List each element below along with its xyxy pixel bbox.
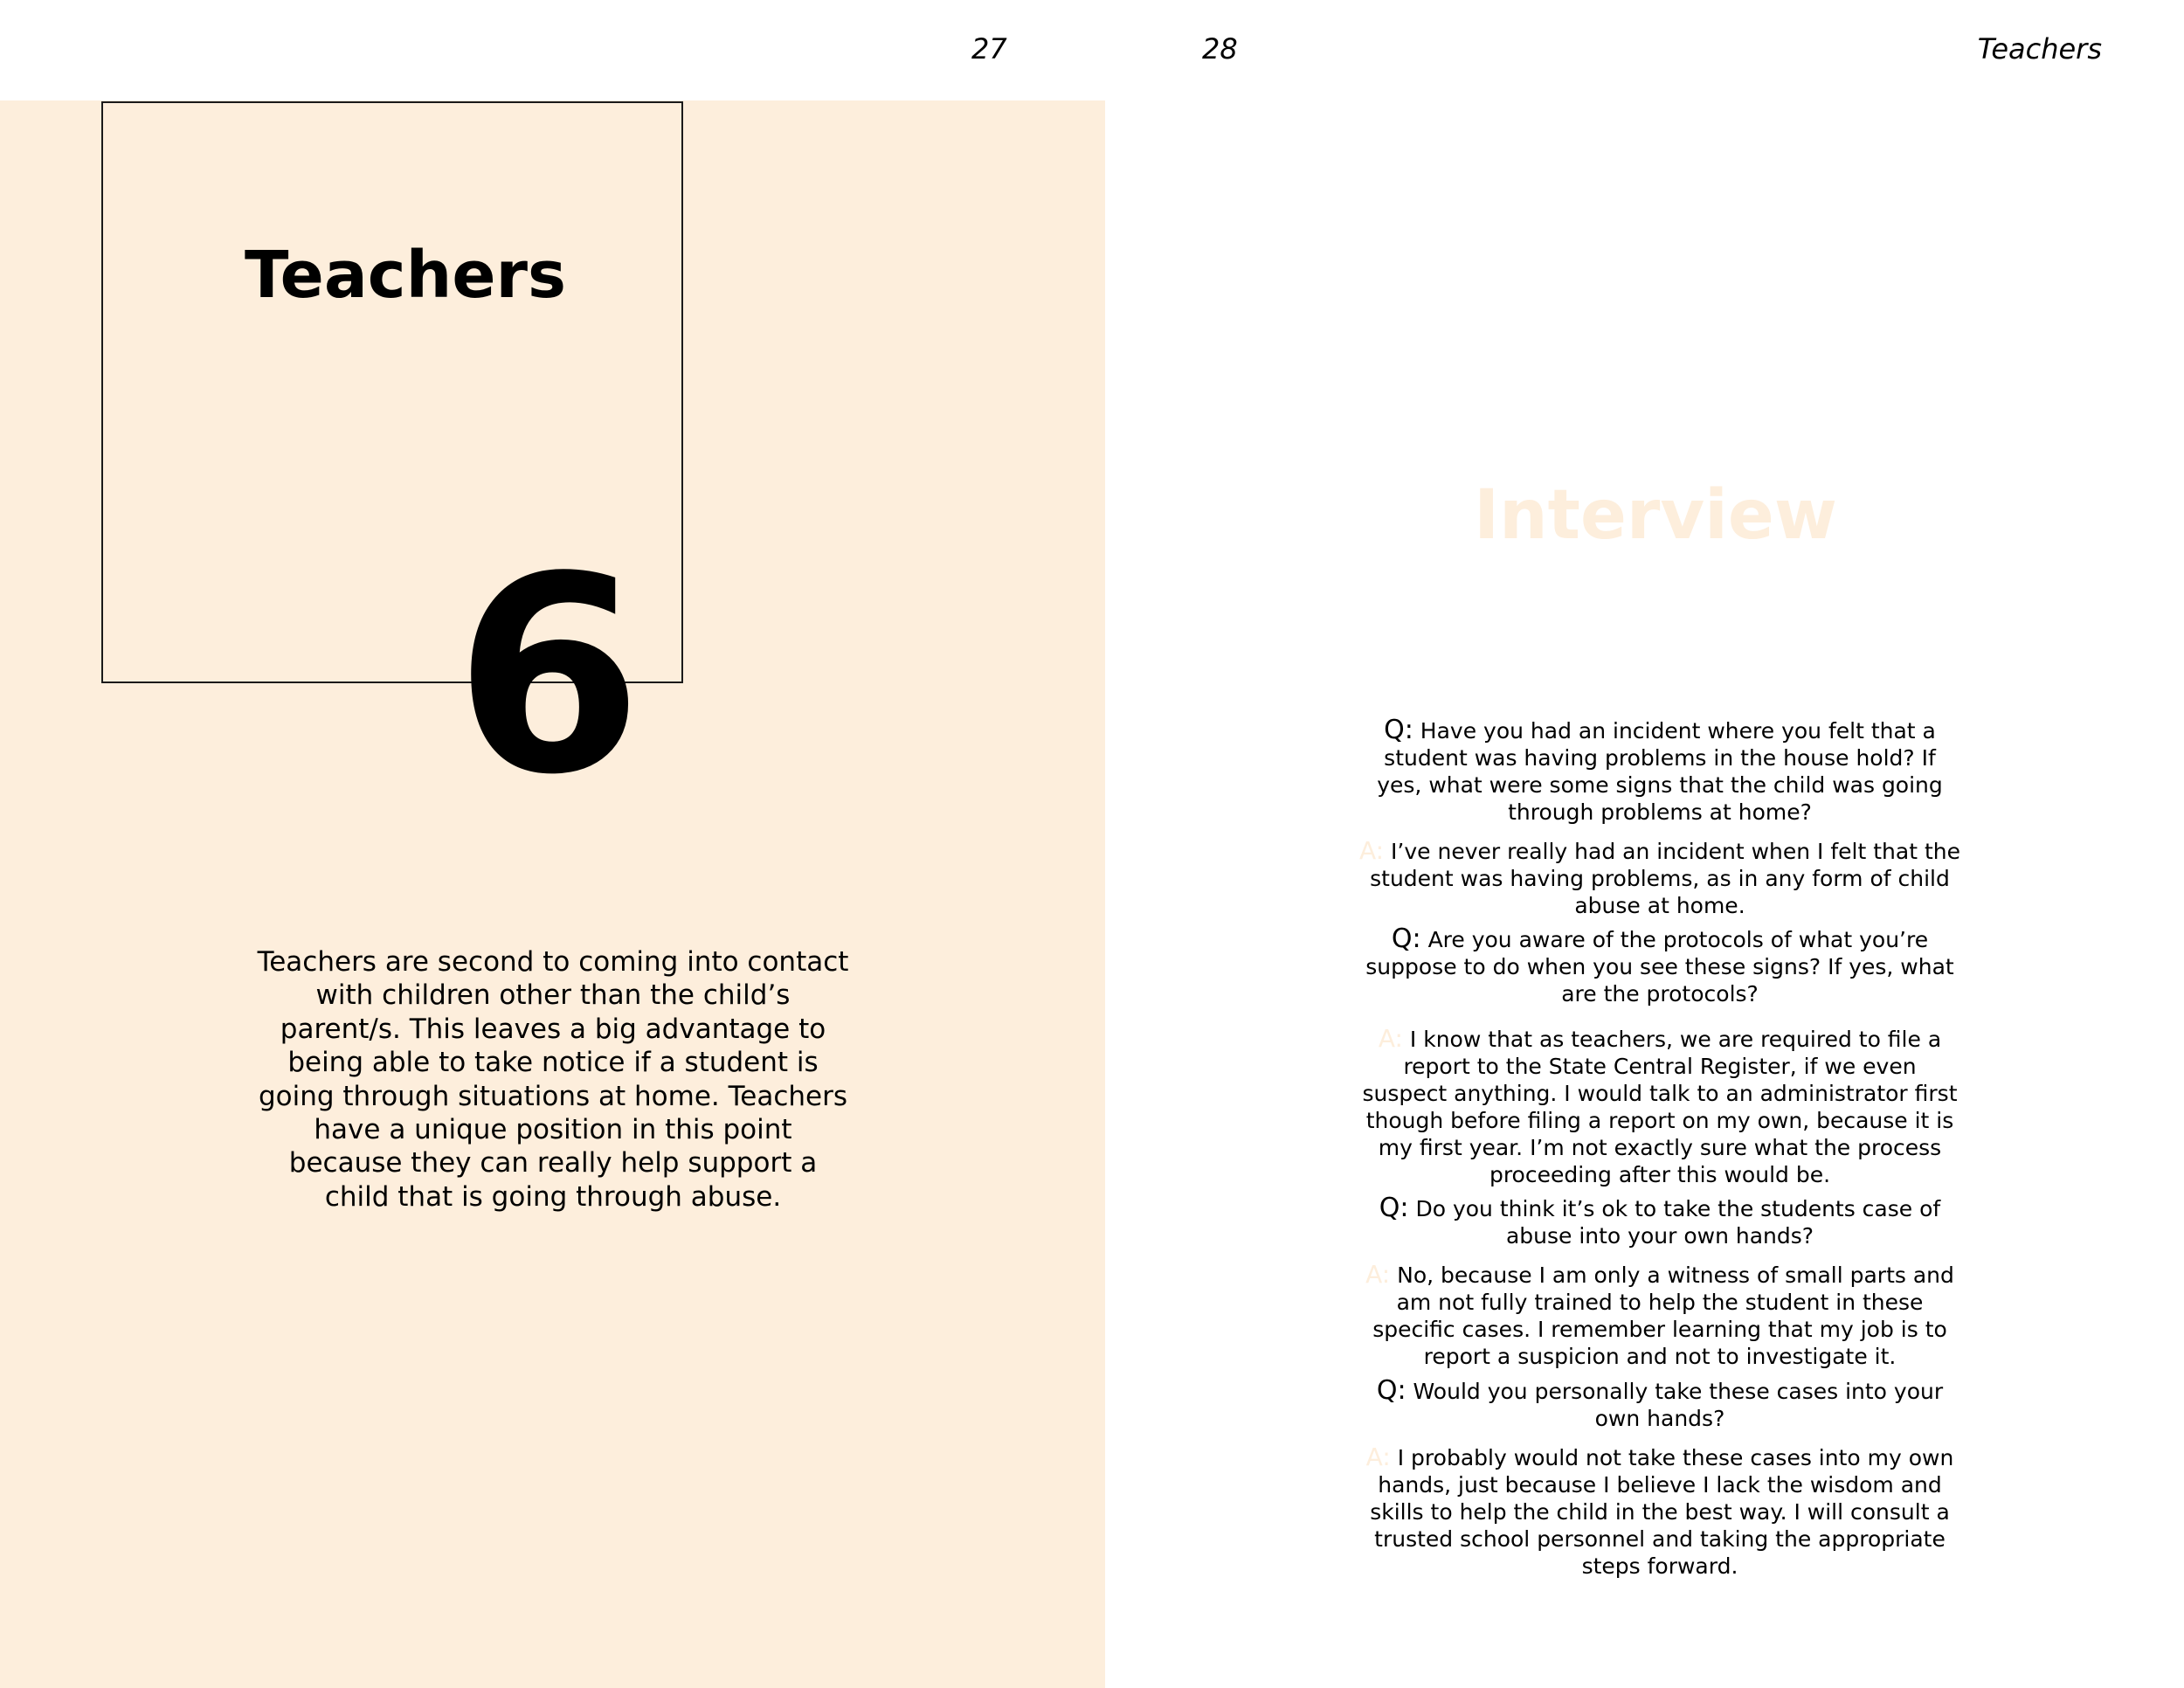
answer-label: A: (1358, 836, 1385, 865)
question-text: Are you aware of the protocols of what you’re suppose to do when you see these signs? If yes, what are the protocols? (1365, 927, 1954, 1007)
answer-text: No, because I am only a witness of small parts and am not fully trained to help the student in these specific cases. I remember learning that my job is to report a suspicion and not to investigate it. (1372, 1263, 1954, 1369)
answer-label: A: (1378, 1024, 1403, 1053)
interview-answer-3 (1358, 1261, 1961, 1370)
interview-question-2 (1358, 925, 1961, 1007)
answer-text: I probably would not take these cases into my own hands, just because I believe I lack the wisdom and skills to help the child in the best way. I will consult a trusted school personnel and taking the appropriate steps forward. (1370, 1445, 1954, 1579)
page-number-left: 27 (971, 32, 1007, 66)
chapter-intro-text: Teachers are second to coming into contact with children other than the child’s parent/s. This leaves a big advantage to being able to take notice if a student is going through situations at home. Teachers have a unique position in this point because they can really help support a child that is going through abuse. (257, 946, 849, 1213)
question-text: Would you personally take these cases into your own hands? (1413, 1379, 1944, 1431)
question-label: Q: (1376, 1375, 1406, 1406)
interview-answer-4 (1358, 1443, 1961, 1580)
question-label: Q: (1391, 924, 1421, 954)
answer-text: I know that as teachers, we are required to file a report to the State Central Register, if we even suspect anything. I would talk to an administrator first though before filing a report on my own, because it is my first year. I’m not exactly sure what the process proceeding after this would be. (1362, 1027, 1958, 1187)
interview-answer-2 (1358, 1025, 1961, 1188)
answer-text: I’ve never really had an incident when I felt that the student was having problems, as in any form of child abuse at home. (1370, 839, 1960, 918)
interview-heading: Interview (1474, 476, 1837, 555)
answer-label: A: (1365, 1442, 1391, 1471)
running-head: Teachers (1977, 32, 2102, 66)
question-label: Q: (1379, 1193, 1409, 1223)
chapter-number: 6 (454, 519, 643, 834)
interview-answer-1 (1358, 837, 1961, 919)
interview-question-3 (1358, 1194, 1961, 1249)
chapter-title: Teachers (245, 238, 567, 313)
answer-label: A: (1365, 1260, 1391, 1289)
page-number-right: 28 (1202, 32, 1238, 66)
interview-question-4 (1358, 1377, 1961, 1432)
interview-question-1 (1358, 716, 1961, 826)
question-text: Do you think it’s ok to take the students case of abuse into your own hands? (1415, 1196, 1941, 1249)
question-text: Have you had an incident where you felt that a student was having problems in the house hold? If yes, what were some signs that the child was going through problems at home? (1377, 718, 1943, 825)
question-label: Q: (1384, 715, 1413, 745)
